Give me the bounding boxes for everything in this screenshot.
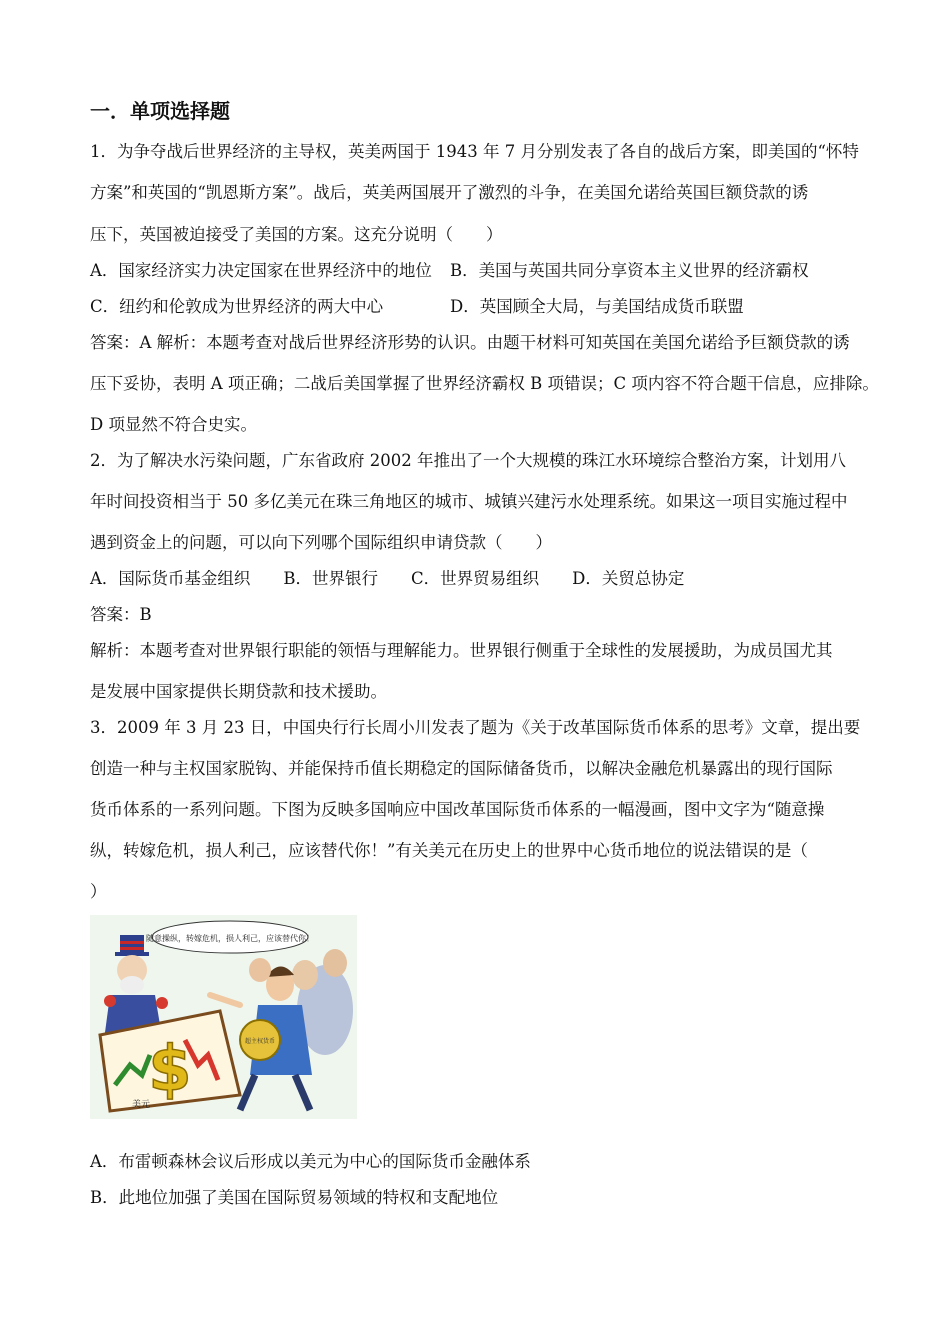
q2-explanation-line-2: 是发展中国家提供长期贷款和技术援助。 [90,682,387,701]
q1-option-b: B．美国与英国共同分享资本主义世界的经济霸权 [450,261,809,280]
q3-stem-line-2: 创造一种与主权国家脱钩、并能保持币值长期稳定的国际储备货币，以解决金融危机暴露出的现行国际 [90,759,833,778]
q2-answer: 答案：B [90,605,152,624]
q1-option-c: C．纽约和伦敦成为世界经济的两大中心 [90,297,384,316]
q2-stem-line-2: 年时间投资相当于 50 多亿美元在珠三角地区的城市、城镇兴建污水处理系统。如果这一项目实施过程中 [90,492,848,511]
cartoon-coin-label: 超主权货币 [244,1038,276,1045]
q3-stem-line-1: 3．2009 年 3 月 23 日，中国央行行长周小川发表了题为《关于改革国际货币体系的思考》文章，提出要 [90,718,861,737]
q1-answer-line-2: 压下妥协，表明 A 项正确；二战后美国掌握了世界经济霸权 B 项错误；C 项内容不符合题干信息，应排除。 [90,374,879,393]
q3-stem-line-3: 货币体系的一系列问题。下图为反映多国响应中国改革国际货币体系的一幅漫画，图中文字为“随意操 [90,800,825,819]
cartoon-image [90,915,357,1119]
q2-stem-line-1: 2．为了解决水污染问题，广东省政府 2002 年推出了一个大规模的珠江水环境综合整治方案，计划用八 [90,451,846,470]
q3-stem-line-4: 纵，转嫁危机，损人利己，应该替代你！”有关美元在历史上的世界中心货币地位的说法错误的是（ [90,841,808,860]
q1-stem-line-1: 1．为争夺战后世界经济的主导权，英美两国于 1943 年 7 月分别发表了各自的战后方案，即美国的“怀特 [90,142,859,161]
q3-option-a: A．布雷顿森林会议后形成以美元为中心的国际货币金融体系 [90,1152,531,1171]
q3-option-b: B．此地位加强了美国在国际贸易领域的特权和支配地位 [90,1188,499,1207]
q1-answer-line-3: D 项显然不符合史实。 [90,415,257,434]
q1-option-d: D．英国顾全大局，与美国结成货币联盟 [450,297,744,316]
q2-explanation-line-1: 解析：本题考查对世界银行职能的领悟与理解能力。世界银行侧重于全球性的发展援助，为成员国尤其 [90,641,833,660]
dollar-sign-icon: $ [148,1032,192,1105]
q2-stem-line-3: 遇到资金上的问题，可以向下列哪个国际组织申请贷款（ ） [90,533,552,552]
section-title: 一．单项选择题 [90,99,230,123]
q1-stem-line-3: 压下，英国被迫接受了美国的方案。这充分说明（ ） [90,225,503,244]
q1-answer-line-1: 答案：A 解析：本题考查对战后世界经济形势的认识。由题干材料可知英国在美国允诺给予巨额贷款的诱 [90,333,850,352]
q1-stem-line-2: 方案”和英国的“凯恩斯方案”。战后，英美两国展开了激烈的斗争，在美国允诺给英国巨额贷款的诱 [90,183,809,202]
cartoon-sign-label: 美元 [132,1100,151,1110]
q1-option-a: A．国家经济实力决定国家在世界经济中的地位 [90,261,432,280]
q3-stem-line-5: ） [90,882,107,901]
cartoon-speech-text: 随意操纵，转嫁危机，损人利己，应该替代你！ [146,934,314,943]
q2-options: A．国际货币基金组织 B．世界银行 C．世界贸易组织 D．关贸总协定 [90,569,685,588]
